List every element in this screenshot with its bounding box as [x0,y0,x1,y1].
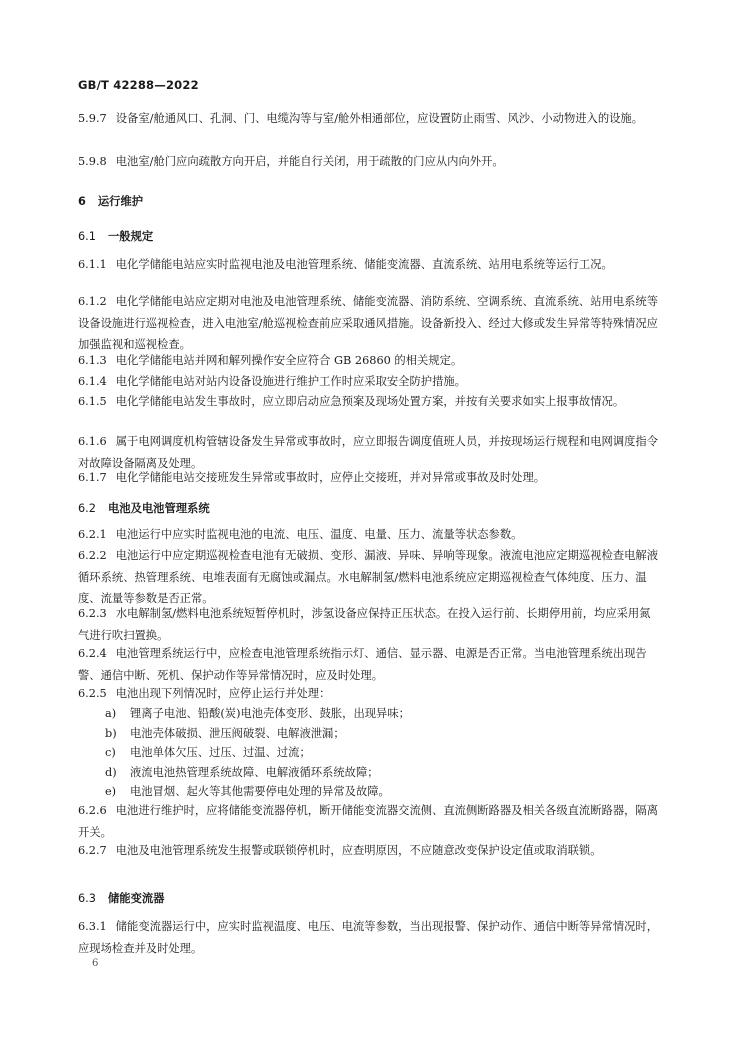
subsection-number: 6.2 [78,502,96,515]
clause-6-2-5 [78,683,660,705]
subsection-number: 6.1 [78,230,96,243]
list-label: e) [105,785,117,798]
clause-text: 水电解制氢/燃料电池系统短暂停机时，涉氢设备应保持正压状态。在投入运行前、长期停用前，均应采用氮气进行吹扫置换。 [78,607,651,642]
clause-number: 6.1.5 [78,395,107,408]
list-label: a) [105,707,117,720]
clause-text: 电池运行中应定期巡视检查电池有无破损、变形、漏液、异味、异响等现象。液流电池应定期巡视检查电解液循环系统、热管理系统、电堆表面有无腐蚀或漏点。水电解制氢/燃料电池系统应定期巡视检查气体纯度、压力、温度、流量等参数是否正常。 [78,549,659,605]
clause-text: 电化学储能电站应定期对电池及电池管理系统、储能变流器、消防系统、空调系统、直流系统、站用电系统等设备设施进行巡视检查，进入电池室/舱巡视检查前应采取通风措施。设备新投入、经过大修或发生异常等特殊情况应加强监视和巡视检查。 [78,295,659,351]
section-heading-6 [78,193,143,209]
clause-text: 储能变流器运行中，应实时监视温度、电压、电流等参数，当出现报警、保护动作、通信中断等异常情况时，应现场检查并及时处理。 [78,920,659,955]
list-label: b) [105,727,117,740]
list-label: c) [105,746,116,759]
clause-number: 6.2.6 [78,804,107,817]
clause-text: 电化学储能电站对站内设备设施进行维护工作时应采取安全防护措施。 [115,375,466,388]
clause-number: 6.2.5 [78,687,107,700]
list-text: 液流电池热管理系统故障、电解液循环系统故障； [130,766,379,779]
clause-number: 6.2.3 [78,607,107,620]
clause-number: 6.1.1 [78,258,107,271]
clause-6-2-4 [78,643,660,686]
list-text: 锂离子电池、铅酸(炭)电池壳体变形、鼓胀，出现异味； [130,707,410,720]
clause-text: 电池及电池管理系统发生报警或联锁停机时，应查明原因，不应随意改变保护设定值或取消联锁。 [115,844,602,857]
clause-5-9-7 [78,108,660,130]
clause-6-2-6 [78,800,660,843]
clause-6-2-1 [78,524,660,546]
clause-number: 6.1.7 [78,471,107,484]
clause-number: 6.2.1 [78,528,107,541]
list-item-a [105,703,660,725]
clause-number: 6.2.7 [78,844,107,857]
clause-text: 电化学储能电站应实时监视电池及电池管理系统、储能变流器、直流系统、站用电系统等运行工况。 [115,258,613,271]
clause-text: 电池出现下列情况时，应停止运行并处理： [115,687,331,700]
subsection-title: 一般规定 [107,230,154,243]
clause-text: 电池室/舱门应向疏散方向开启，并能自行关闭，用于疏散的门应从内向外开。 [115,155,504,168]
clause-6-1-5 [78,391,660,413]
clause-6-3-1 [78,916,660,959]
list-text: 电池冒烟、起火等其他需要停电处理的异常及故障。 [130,785,390,798]
section-number: 6 [78,195,86,208]
list-label: d) [105,766,117,779]
clause-text: 电池管理系统运行中，应检查电池管理系统指示灯、通信、显示器、电源是否正常。当电池管理系统出现告警、通信中断、死机、保护动作等异常情况时，应及时处理。 [78,647,647,682]
subsection-title: 储能变流器 [107,892,165,905]
clause-6-2-2 [78,545,660,610]
clause-number: 6.3.1 [78,920,107,933]
clause-number: 6.2.4 [78,647,107,660]
clause-number: 6.1.3 [78,354,107,367]
clause-number: 5.9.7 [78,112,107,125]
clause-6-2-3 [78,603,660,646]
list-item-c [105,742,660,764]
subsection-number: 6.3 [78,892,96,905]
section-title: 运行维护 [97,195,144,208]
clause-6-1-1 [78,254,660,276]
clause-text: 电化学储能电站交接班发生异常或事故时，应停止交接班，并对异常或事故及时处理。 [115,471,546,484]
list-text: 电池单体欠压、过压、过温、过流； [130,746,311,759]
clause-6-1-7 [78,467,660,489]
clause-text: 电池运行中应实时监视电池的电流、电压、温度、电量、压力、流量等状态参数。 [115,528,523,541]
clause-number: 6.2.2 [78,549,107,562]
page-number: 6 [92,958,99,969]
clause-text: 属于电网调度机构管辖设备发生异常或事故时，应立即报告调度值班人员，并按现场运行规程和电网调度指令对故障设备隔离及处理。 [78,435,659,470]
clause-6-1-2 [78,291,660,356]
clause-number: 6.1.2 [78,295,107,308]
clause-5-9-8 [78,151,660,173]
clause-6-2-7 [78,840,660,862]
clause-6-1-4 [78,371,660,393]
standard-number: GB/T 42288—2022 [78,78,199,92]
clause-number: 5.9.8 [78,155,107,168]
subsection-heading-6-3 [78,890,164,906]
clause-text: 电化学储能电站并网和解列操作安全应符合 GB 26860 的相关规定。 [115,354,463,367]
clause-text: 电化学储能电站发生事故时，应立即启动应急预案及现场处置方案，并按有关要求如实上报事故情况。 [115,395,625,408]
list-text: 电池壳体破损、泄压阀破裂、电解液泄漏； [130,727,345,740]
clause-text: 设备室/舱通风口、孔洞、门、电缆沟等与室/舱外相通部位，应设置防止雨雪、风沙、小动物进入的设施。 [115,112,644,125]
clause-number: 6.1.6 [78,435,107,448]
clause-6-1-3 [78,350,660,372]
clause-number: 6.1.4 [78,375,107,388]
subsection-heading-6-1 [78,228,153,244]
subsection-heading-6-2 [78,500,210,516]
clause-text: 电池进行维护时，应将储能变流器停机，断开储能变流器交流侧、直流侧断路器及相关各级直流断路器，隔离开关。 [78,804,659,839]
subsection-title: 电池及电池管理系统 [107,502,210,515]
